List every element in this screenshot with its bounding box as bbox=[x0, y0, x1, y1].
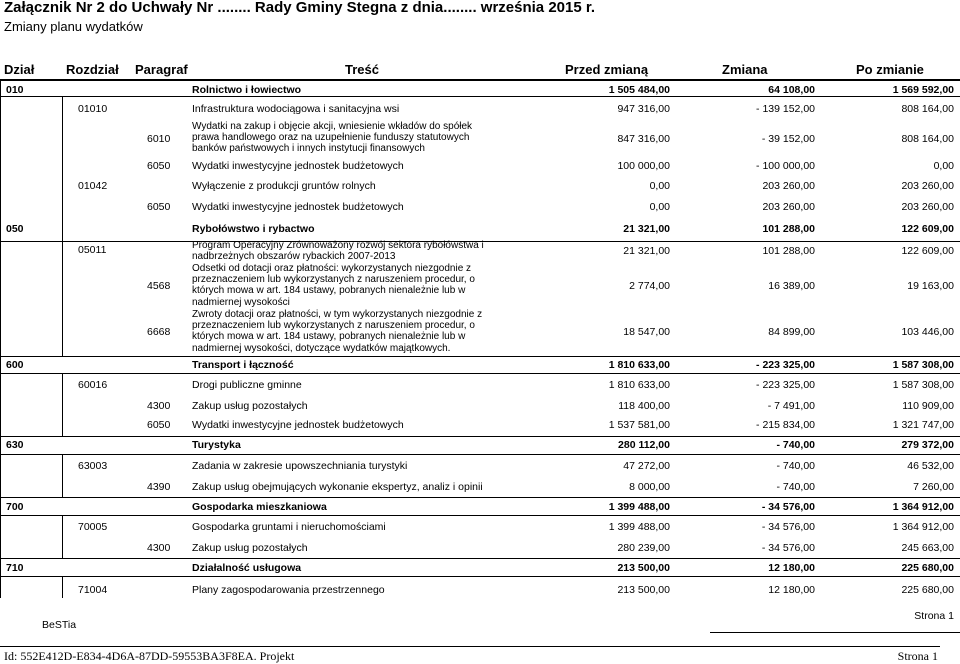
value-przed: 100 000,00 bbox=[617, 160, 670, 172]
value-przed: 21 321,00 bbox=[623, 223, 670, 235]
value-przed: 847 316,00 bbox=[617, 133, 670, 145]
row-rule bbox=[0, 454, 960, 455]
row-name: Gospodarka mieszkaniowa bbox=[192, 501, 327, 513]
row-name: Gospodarka gruntami i nieruchomościami bbox=[192, 521, 386, 533]
dzial-code: 050 bbox=[6, 223, 24, 235]
value-zmiana: - 100 000,00 bbox=[756, 160, 815, 172]
col-header-dzial: Dział bbox=[4, 62, 35, 77]
value-przed: 947 316,00 bbox=[617, 103, 670, 115]
document-subtitle: Zmiany planu wydatków bbox=[4, 19, 143, 34]
value-zmiana: 12 180,00 bbox=[768, 562, 815, 574]
value-zmiana: - 34 576,00 bbox=[761, 542, 815, 554]
value-przed: 1 537 581,00 bbox=[608, 419, 670, 431]
value-po: 122 609,00 bbox=[901, 223, 954, 235]
row-name: Plany zagospodarowania przestrzennego bbox=[192, 584, 385, 596]
value-przed: 47 272,00 bbox=[623, 460, 670, 472]
dzial-code: 700 bbox=[6, 501, 24, 513]
value-po: 1 321 747,00 bbox=[892, 419, 954, 431]
value-po: 1 364 912,00 bbox=[892, 501, 954, 513]
rozdzial-code: 71004 bbox=[78, 584, 108, 596]
footer-page: Strona 1 bbox=[914, 610, 954, 622]
value-zmiana: - 740,00 bbox=[776, 481, 815, 493]
paragraf-code: 6010 bbox=[147, 133, 171, 145]
row-name: Odsetki od dotacji oraz płatności: wykorzystanych niezgodnie z przeznaczeniem lub wykorzystanych z naruszeniem procedur, o których mowa w art. 184 ustawy, pobranych nienależnie lub w nadmiernej wysokości bbox=[192, 263, 475, 308]
footer-page-2: Strona 1 bbox=[897, 649, 938, 663]
value-zmiana: 16 389,00 bbox=[768, 280, 815, 292]
col-header-tresc: Treść bbox=[345, 62, 379, 77]
row-name: Zwroty dotacji oraz płatności, w tym wykorzystanych niezgodnie z przeznaczeniem lub wykorzystanych z naruszeniem procedur, o których mowa w art. 184 ustawy, pobranych nienależnie lub w nadmiernej wysokości, dotyczące wydatków majątkowych. bbox=[192, 309, 483, 354]
paragraf-code: 6050 bbox=[147, 419, 171, 431]
value-przed: 2 774,00 bbox=[629, 280, 670, 292]
footer-id: Id: 552E412D-E834-4D6A-87DD-59553BA3F8EA. Projekt bbox=[4, 649, 295, 663]
tree-line bbox=[62, 454, 63, 497]
value-po: 122 609,00 bbox=[901, 245, 954, 257]
col-header-po: Po zmianie bbox=[856, 62, 924, 77]
value-zmiana: 84 899,00 bbox=[768, 326, 815, 338]
value-przed: 280 239,00 bbox=[617, 542, 670, 554]
col-header-rozdzial: Rozdział bbox=[66, 62, 119, 77]
value-przed: 1 810 633,00 bbox=[608, 379, 670, 391]
rozdzial-code: 63003 bbox=[78, 460, 108, 472]
value-po: 1 587 308,00 bbox=[892, 359, 954, 371]
value-przed: 0,00 bbox=[649, 201, 670, 213]
value-po: 1 364 912,00 bbox=[892, 521, 954, 533]
row-rule bbox=[0, 558, 960, 559]
rozdzial-code: 05011 bbox=[78, 244, 107, 256]
value-przed: 1 505 484,00 bbox=[608, 84, 670, 96]
value-zmiana: - 223 325,00 bbox=[756, 359, 815, 371]
tree-line bbox=[62, 373, 63, 436]
row-name: Infrastruktura wodociągowa i sanitacyjna wsi bbox=[192, 103, 400, 115]
footer-besta: BeSTia bbox=[42, 619, 77, 631]
value-zmiana: - 215 834,00 bbox=[756, 419, 815, 431]
row-name: Wydatki inwestycyjne jednostek budżetowych bbox=[192, 201, 404, 213]
value-przed: 8 000,00 bbox=[629, 481, 670, 493]
value-po: 808 164,00 bbox=[901, 133, 954, 145]
value-po: 46 532,00 bbox=[907, 460, 954, 472]
col-header-przed: Przed zmianą bbox=[565, 62, 649, 77]
row-name: Zakup usług pozostałych bbox=[192, 400, 308, 412]
value-zmiana: - 39 152,00 bbox=[761, 133, 815, 145]
tree-line bbox=[62, 241, 63, 356]
value-po: 225 680,00 bbox=[901, 562, 954, 574]
row-name: Program Operacyjny Zrównoważony rozwój sektora rybołówstwa i nadbrzeżnych obszarów rybackich 2007-2013 bbox=[192, 240, 484, 263]
value-po: 279 372,00 bbox=[901, 439, 954, 451]
document-title: Załącznik Nr 2 do Uchwały Nr ........ Rady Gminy Stegna z dnia........ września 2015 r. bbox=[4, 0, 596, 16]
row-rule bbox=[0, 373, 960, 374]
row-name: Rybołówstwo i rybactwo bbox=[192, 223, 315, 235]
tree-line bbox=[62, 96, 63, 241]
paragraf-code: 4390 bbox=[147, 481, 171, 493]
dzial-code: 600 bbox=[6, 359, 24, 371]
table-left-border bbox=[0, 80, 1, 598]
value-przed: 280 112,00 bbox=[618, 439, 670, 451]
footer-rule bbox=[710, 632, 960, 633]
value-przed: 118 400,00 bbox=[618, 400, 670, 412]
dzial-code: 630 bbox=[6, 439, 24, 451]
row-name: Wydatki na zakup i objęcie akcji, wniesienie wkładów do spółek prawa handlowego oraz na uzupełnienie funduszy statutowych banków państwowych i innych instytucji finansowych bbox=[192, 121, 473, 155]
row-rule bbox=[0, 436, 960, 437]
row-rule bbox=[0, 497, 960, 498]
footer-bottom-rule bbox=[0, 646, 940, 647]
row-name: Drogi publiczne gminne bbox=[192, 379, 302, 391]
col-header-paragraf: Paragraf bbox=[135, 62, 188, 77]
value-zmiana: 12 180,00 bbox=[768, 584, 815, 596]
paragraf-code: 6668 bbox=[147, 326, 171, 338]
row-name: Rolnictwo i łowiectwo bbox=[192, 84, 302, 96]
value-zmiana: - 740,00 bbox=[776, 439, 815, 451]
value-przed: 0,00 bbox=[649, 180, 670, 192]
row-name: Działalność usługowa bbox=[192, 562, 302, 574]
paragraf-code: 6050 bbox=[147, 160, 171, 172]
rozdzial-code: 01010 bbox=[78, 103, 108, 115]
value-po: 225 680,00 bbox=[901, 584, 954, 596]
row-rule bbox=[0, 576, 960, 577]
value-zmiana: - 7 491,00 bbox=[767, 400, 815, 412]
value-po: 0,00 bbox=[933, 160, 954, 172]
paragraf-code: 4300 bbox=[147, 542, 171, 554]
value-po: 808 164,00 bbox=[901, 103, 954, 115]
value-zmiana: - 34 576,00 bbox=[761, 501, 815, 513]
row-name: Turystyka bbox=[192, 439, 241, 451]
value-po: 1 569 592,00 bbox=[892, 84, 954, 96]
value-zmiana: - 223 325,00 bbox=[756, 379, 815, 391]
row-name: Wydatki inwestycyjne jednostek budżetowych bbox=[192, 160, 404, 172]
value-przed: 18 547,00 bbox=[623, 326, 670, 338]
value-zmiana: - 740,00 bbox=[776, 460, 815, 472]
row-rule bbox=[0, 356, 960, 357]
value-przed: 1 399 488,00 bbox=[608, 501, 670, 513]
dzial-code: 710 bbox=[6, 562, 24, 574]
row-name: Zadania w zakresie upowszechniania turystyki bbox=[192, 460, 408, 472]
value-zmiana: 203 260,00 bbox=[762, 201, 815, 213]
value-zmiana: 101 288,00 bbox=[762, 223, 815, 235]
header-rule-double bbox=[0, 80, 960, 81]
value-przed: 21 321,00 bbox=[623, 245, 670, 257]
value-przed: 213 500,00 bbox=[617, 562, 670, 574]
dzial-code: 010 bbox=[6, 84, 24, 96]
value-zmiana: 101 288,00 bbox=[762, 245, 815, 257]
value-zmiana: 203 260,00 bbox=[762, 180, 815, 192]
row-name: Zakup usług obejmujących wykonanie ekspertyz, analiz i opinii bbox=[192, 481, 483, 493]
value-po: 110 909,00 bbox=[902, 400, 954, 412]
value-zmiana: 64 108,00 bbox=[768, 84, 815, 96]
value-przed: 1 399 488,00 bbox=[608, 521, 670, 533]
row-rule bbox=[0, 515, 960, 516]
value-po: 203 260,00 bbox=[901, 201, 954, 213]
value-po: 245 663,00 bbox=[901, 542, 954, 554]
paragraf-code: 4568 bbox=[147, 280, 171, 292]
value-po: 7 260,00 bbox=[913, 481, 954, 493]
tree-line bbox=[62, 576, 63, 598]
row-name: Wyłączenie z produkcji gruntów rolnych bbox=[192, 180, 376, 192]
value-po: 103 446,00 bbox=[901, 326, 954, 338]
value-po: 19 163,00 bbox=[907, 280, 954, 292]
row-name: Wydatki inwestycyjne jednostek budżetowych bbox=[192, 419, 404, 431]
col-header-zmiana: Zmiana bbox=[722, 62, 768, 77]
rozdzial-code: 01042 bbox=[78, 180, 108, 192]
value-zmiana: - 139 152,00 bbox=[756, 103, 815, 115]
value-zmiana: - 34 576,00 bbox=[761, 521, 815, 533]
tree-line bbox=[62, 515, 63, 558]
rozdzial-code: 70005 bbox=[78, 521, 108, 533]
row-name: Zakup usług pozostałych bbox=[192, 542, 308, 554]
paragraf-code: 6050 bbox=[147, 201, 171, 213]
row-rule bbox=[0, 96, 960, 97]
value-po: 1 587 308,00 bbox=[892, 379, 954, 391]
value-przed: 1 810 633,00 bbox=[608, 359, 670, 371]
value-przed: 213 500,00 bbox=[617, 584, 670, 596]
rozdzial-code: 60016 bbox=[78, 379, 108, 391]
paragraf-code: 4300 bbox=[147, 400, 171, 412]
value-po: 203 260,00 bbox=[901, 180, 954, 192]
row-name: Transport i łączność bbox=[192, 359, 294, 371]
